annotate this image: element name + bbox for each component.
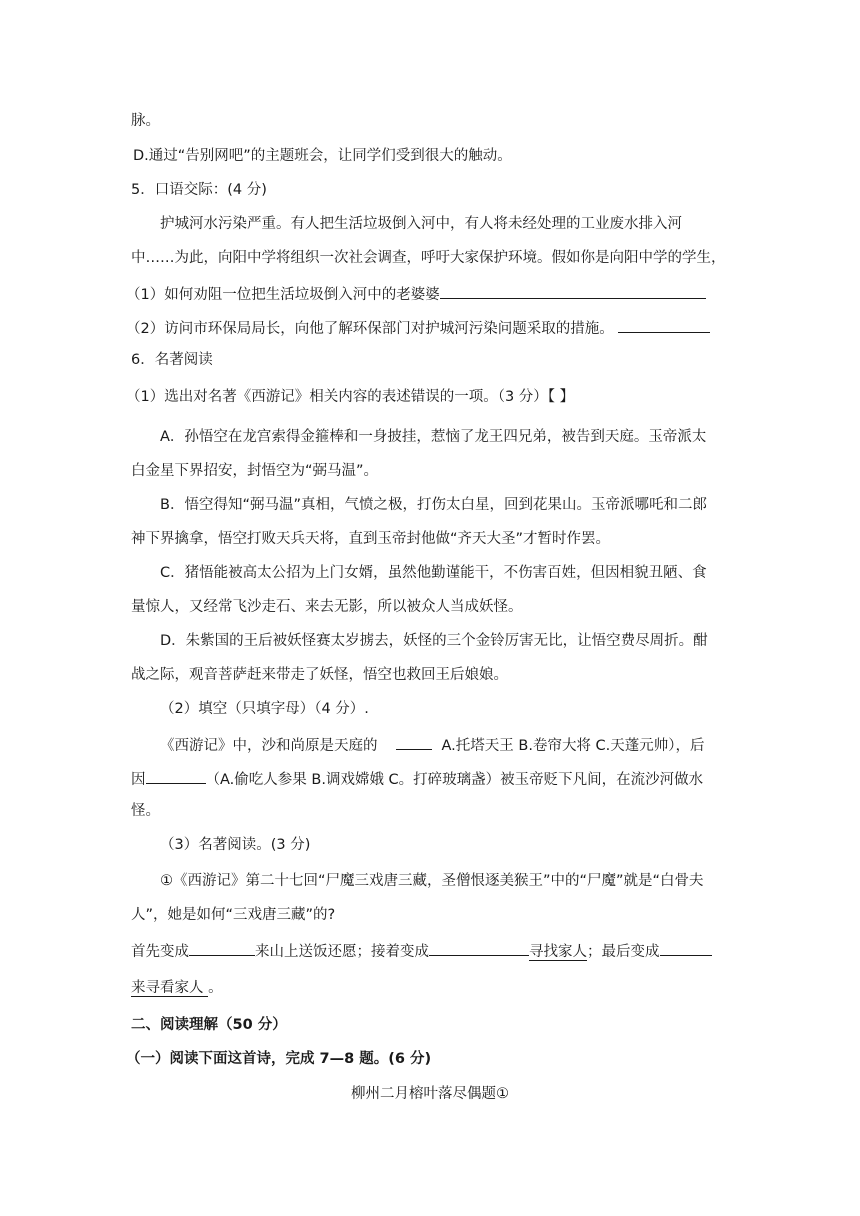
text-line: 量惊人，又经常飞沙走石、来去无影，所以被众人当成妖怪。 [131, 599, 523, 615]
underlined-text: 来寻看家人 [131, 980, 209, 996]
answer-line [131, 939, 712, 962]
question-6-sub-2: （2）填空（只填字母）（4 分）. [160, 701, 369, 717]
section-2-heading: 二、阅读理解（50 分） [131, 1017, 287, 1033]
question-6-sub-1: （1）选出对名著《西游记》相关内容的表述错误的一项。（3 分）【 】 [126, 389, 575, 405]
question-5-sub-1 [126, 282, 706, 305]
text-line: 人”，她是如何“三戏唐三藏”的? [131, 907, 336, 923]
poem-title: 柳州二月榕叶落尽偶题① [351, 1086, 509, 1102]
option-c: C．猪悟能被高太公招为上门女婿，虽然他勤谨能干，不伤害百姓，但因相貌丑陋、食 [160, 565, 707, 581]
answer-blank[interactable] [396, 733, 432, 750]
question-6-sub-3: （3）名著阅读。(3 分) [160, 837, 311, 853]
text-fragment: 首先变成 [131, 944, 189, 960]
text-fragment: 来山上送饭还愿；接着变成 [255, 944, 429, 960]
text-fragment: A.托塔天王 B.卷帘大将 C.天蓬元帅），后 [441, 738, 705, 754]
answer-blank[interactable] [146, 767, 206, 784]
answer-blank[interactable] [440, 282, 706, 299]
text-fragment: ；最后变成 [587, 944, 660, 960]
text-fragment: （A.偷吃人参果 B.调戏嫦娥 C。打碎玻璃盏）被玉帝贬下凡间，在流沙河做水 [205, 772, 704, 788]
text-line: 脉。 [131, 113, 160, 129]
answer-blank[interactable] [660, 939, 712, 956]
text-line: 白金星下界招安，封悟空为“弼马温”。 [131, 463, 379, 479]
underlined-text: 寻找家人 [529, 944, 587, 960]
question-6-title: 6．名著阅读 [131, 352, 213, 368]
text-fragment: 。 [208, 980, 223, 996]
text-line: 护城河水污染严重。有人把生活垃圾倒入河中，有人将未经处理的工业废水排入河 [160, 216, 682, 232]
answer-line-2 [131, 978, 223, 998]
text-line: 神下界擒拿，悟空打败天兵天将，直到玉帝封他做“齐天大圣”才暂时作罢。 [131, 531, 611, 547]
text-line: D.通过“告别网吧”的主题班会，让同学们受到很大的触动。 [133, 148, 512, 164]
text-fragment: 《西游记》中，沙和尚原是天庭的 [160, 738, 378, 754]
option-d: D．朱紫国的王后被妖怪赛太岁掳去，妖怪的三个金铃厉害无比，让悟空费尽周折。酣 [160, 633, 708, 649]
option-a: A．孙悟空在龙宫索得金箍棒和一身披挂，惹恼了龙王四兄弟，被告到天庭。玉帝派太 [160, 429, 707, 445]
text-line: 怪。 [131, 803, 160, 819]
question-5-sub-2 [126, 316, 710, 339]
answer-blank[interactable] [189, 939, 255, 956]
text-line: 战之际，观音菩萨赶来带走了妖怪，悟空也救回王后娘娘。 [131, 667, 508, 683]
text-line: 中……为此，向阳中学将组织一次社会调查，呼吁大家保护环境。假如你是向阳中学的学生， [131, 250, 726, 266]
answer-blank[interactable] [429, 939, 529, 956]
question-5-title: 5．口语交际：(4 分) [131, 182, 267, 198]
text-fragment: （2）访问市环保局局长，向他了解环保部门对护城河污染问题采取的措施。 [126, 321, 614, 337]
text-line: ①《西游记》第二十七回“尸魔三戏唐三藏，圣僧恨逐美猴王”中的“尸魔”就是“白骨夫 [160, 873, 704, 889]
option-b: B．悟空得知“弼马温”真相，气愤之极，打伤太白星，回到花果山。玉帝派哪吒和二郎 [160, 497, 707, 513]
section-2-1-heading: （一）阅读下面这首诗，完成 7—8 题。(6 分) [126, 1051, 432, 1067]
text-fragment: （1）如何劝阻一位把生活垃圾倒入河中的老婆婆 [126, 287, 440, 303]
fill-line-2 [131, 767, 703, 790]
fill-line-1 [160, 733, 705, 756]
answer-blank[interactable] [618, 316, 710, 333]
text-fragment: 因 [131, 772, 146, 788]
